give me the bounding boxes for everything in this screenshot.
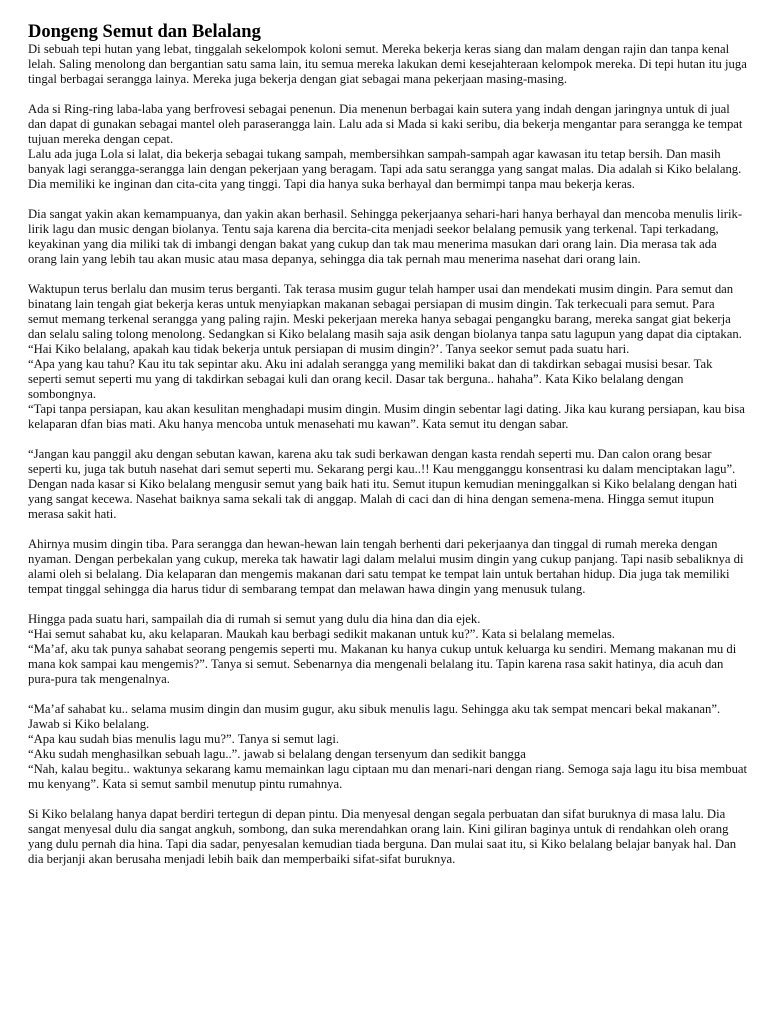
paragraph-line: “Apa yang kau tahu? Kau itu tak sepintar aku. Aku ini adalah serangga yang memiliki bakat dan di takdirkan sebagai musisi besar. Tak seperti semut seperti mu yang di takdirkan sebagai kuli dan orang kecil. Dasar tak berguna.. hahaha”. Kata Kiko belalang dengan sombongnya.	[28, 357, 713, 401]
paragraph-6	[28, 537, 748, 597]
document-page	[28, 22, 748, 867]
paragraph-line: Lalu ada juga Lola si lalat, dia bekerja sebagai tukang sampah, membersihkan sampah-sampah agar kawasan itu tetap bersih. Dan masih banyak lagi serangga-serangga lain dengan pekerjaan yang beragam. Tapi ada satu serangga yang sangat malas. Dia adalah si Kiko belalang. Dia memiliki ke inginan dan cita-cita yang tinggi. Tapi dia hanya suka berhayal dan bermimpi tanpa mau bekerja keras.	[28, 147, 742, 191]
paragraph-1	[28, 42, 748, 87]
paragraph-7	[28, 612, 748, 687]
paragraph-line: Waktupun terus berlalu dan musim terus berganti. Tak terasa musim gugur telah hamper usai dan mendekati musim dingin. Para semut dan binatang lain tengah giat bekerja keras untuk menyiapkan makanan sebagai persiapan di musim dingin. Tak terkecuali para semut. Para semut memang terkenal serangga yang paling rajin. Meski pekerjaan mereka hanya sebagai pengangku barang, mereka sangat giat bekerja dan selalu saling tolong menolong. Sedangkan si Kiko belalang masih saja asik dengan biolanya tanpa satu lagupun yang dapat dia ciptakan.	[28, 282, 742, 341]
paragraph-line: “Ma’af, aku tak punya sahabat seorang pengemis seperti mu. Makanan ku hanya cukup untuk keluarga ku sendiri. Memang makanan mu di mana kok sampai kau mengemis?”. Tanya si semut. Sebenarnya dia mengenali belalang itu. Tapin karena rasa sakit hatinya, dia acuh dan pura-pura tak mengenalnya.	[28, 642, 737, 686]
paragraph-line: “Apa kau sudah bias menulis lagu mu?”. Tanya si semut lagi.	[28, 732, 340, 746]
paragraph-line: “Nah, kalau begitu.. waktunya sekarang kamu memainkan lagu ciptaan mu dan menari-nari dengan riang. Semoga saja lagu itu bisa membuat mu kenyang”. Kata si semut sambil menutup pintu rumahnya.	[28, 762, 748, 791]
paragraph-line: “Jangan kau panggil aku dengan sebutan kawan, karena aku tak sudi berkawan dengan kasta rendah seperti mu. Dan calon orang besar seperti ku, juga tak butuh nasehat dari semut seperti mu. Sekarang pergi kau..!! Kau mengganggu konsentrasi ku dalam menciptakan lagu”. Dengan nada kasar si Kiko belalang mengusir semut yang baik hati itu. Semut itupun kemudian meninggalkan si Kiko belalang dengan hati yang sangat kecewa. Nasehat baiknya sama sekali tak di anggap. Malah di caci dan di hina dengan semena-mena. Hingga semut itupun merasa sakit hati.	[28, 447, 738, 521]
paragraph-4	[28, 282, 748, 432]
paragraph-line: Di sebuah tepi hutan yang lebat, tinggalah sekelompok koloni semut. Mereka bekerja keras siang dan malam dengan rajin dan tanpa kenal lelah. Saling menolong dan bergantian satu sama lain, itu semua mereka lakukan demi kesejahteraan kelompok mereka. Di tepi hutan itu juga tingal berbagai serangga lainya. Mereka juga bekerja dengan giat sebagai mana pekerjaan masing-masing.	[28, 42, 747, 86]
paragraph-line: Ahirnya musim dingin tiba. Para serangga dan hewan-hewan lain tengah berhenti dari pekerjaanya dan tinggal di rumah mereka dengan nyaman. Dengan perbekalan yang cukup, mereka tak hawatir lagi dalam melalui musim dingin yang cukup panjang. Tapi nasib sebaliknya di alami oleh si belalang. Dia kelaparan dan mengemis makanan dari satu tempat ke tempat lain untuk bertahan hidup. Dia juga tak memiliki tempat tinggal sehingga dia harus tidur di sembarang tempat dan melawan hawa dingin yang menusuk tulang.	[28, 537, 744, 596]
paragraph-line: Dia sangat yakin akan kemampuanya, dan yakin akan berhasil. Sehingga pekerjaanya sehari-hari hanya berhayal dan mencoba menulis lirik-lirik lagu dan music dengan biolanya. Tentu saja karena dia bercita-cita menjadi seekor belalang pemusik yang terkenal. Tapi terkadang, keyakinan yang dia miliki tak di imbangi dengan bakat yang cukup dan tak mau menerima masukan dari orang lain. Dia merasa tak ada orang lain yang lebih tau akan music atau masa depanya, sehingga dia tak pernah mau menerima nasehat dari orang lain.	[28, 207, 743, 266]
paragraph-line: Ada si Ring-ring laba-laba yang berfrovesi sebagai penenun. Dia menenun berbagai kain sutera yang indah dengan jaringnya untuk di jual dan dapat di gunakan sebagai mantel oleh paraserangga lain. Lalu ada si Mada si kaki seribu, dia bekerja mengantar para serangga ke tempat tujuan mereka dengan cepat.	[28, 102, 743, 146]
paragraph-9	[28, 807, 748, 867]
document-title: Dongeng Semut dan Belalang	[28, 22, 261, 42]
paragraph-2	[28, 102, 748, 192]
paragraph-line: “Hai semut sahabat ku, aku kelaparan. Maukah kau berbagi sedikit makanan untuk ku?”. Kata si belalang memelas.	[28, 627, 615, 641]
paragraph-line: Si Kiko belalang hanya dapat berdiri tertegun di depan pintu. Dia menyesal dengan segala perbuatan dan sifat buruknya di masa lalu. Dia sangat menyesal dulu dia sangat angkuh, sombong, dan suka merendahkan orang lain. Kini giliran baginya untuk di rendahkan oleh orang yang dulu pernah dia hina. Tapi dia sadar, penyesalan kemudian tiada berguna. Dan mulai saat itu, si Kiko belalang belajar banyak hal. Dan dia berjanji akan berusaha menjadi lebih baik dan memperbaiki sifat-sifat buruknya.	[28, 807, 737, 866]
paragraph-line: “Ma’af sahabat ku.. selama musim dingin dan musim gugur, aku sibuk menulis lagu. Sehingga aku tak sempat mencari bekal makanan”. Jawab si Kiko belalang.	[28, 702, 721, 731]
paragraph-line: “Hai Kiko belalang, apakah kau tidak bekerja untuk persiapan di musim dingin?’. Tanya seekor semut pada suatu hari.	[28, 342, 630, 356]
paragraph-3	[28, 207, 748, 267]
paragraph-line: Hingga pada suatu hari, sampailah dia di rumah si semut yang dulu dia hina dan dia ejek.	[28, 612, 481, 626]
paragraph-line: “Tapi tanpa persiapan, kau akan kesulitan menghadapi musim dingin. Musim dingin sebentar lagi dating. Jika kau kurang persiapan, kau bisa kelaparan dfan bias mati. Aku hanya mencoba untuk menasehati mu kawan”. Kata semut itu dengan sabar.	[28, 402, 745, 431]
paragraph-5	[28, 447, 748, 522]
paragraph-line: “Aku sudah menghasilkan sebuah lagu..”. jawab si belalang dengan tersenyum dan sedikit bangga	[28, 747, 526, 761]
paragraph-8	[28, 702, 748, 792]
